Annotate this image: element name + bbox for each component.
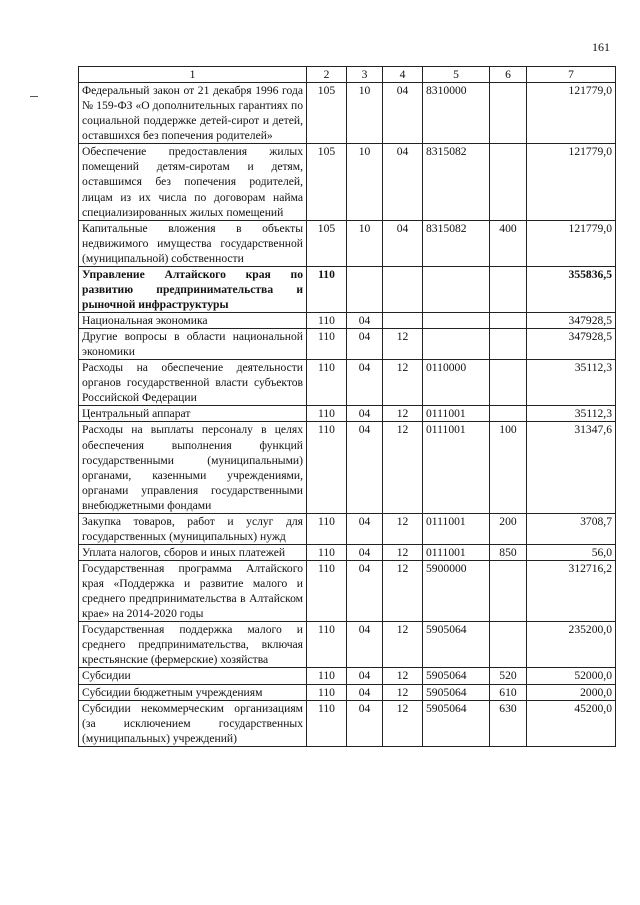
expense-type-cell: 850 [490, 544, 527, 560]
section-cell: 04 [347, 700, 383, 746]
budget-table [78, 66, 616, 747]
table-row [79, 406, 616, 422]
subsection-cell: 12 [383, 360, 423, 406]
table-row [79, 360, 616, 406]
row-name-cell: Уплата налогов, сборов и иных платежей [79, 544, 307, 560]
table-row [79, 144, 616, 220]
section-cell: 04 [347, 513, 383, 544]
subsection-cell: 12 [383, 406, 423, 422]
amount-cell: 45200,0 [527, 700, 616, 746]
target-article-cell: 0111001 [423, 422, 490, 513]
row-name-cell: Федеральный закон от 21 декабря 1996 года № 159-ФЗ «О дополнительных гарантиях по социальной поддержке детей-сирот и детей, оставшихся без попечения родителей» [79, 83, 307, 144]
amount-cell: 121779,0 [527, 144, 616, 220]
amount-cell: 3708,7 [527, 513, 616, 544]
admin-code-cell: 105 [307, 83, 347, 144]
table-body [79, 83, 616, 747]
table-row [79, 622, 616, 668]
row-name-cell: Расходы на выплаты персоналу в целях обеспечения выполнения функций государственными (муниципальными) органами, казенными учреждениями, органами управления государственными внебюджетными фондами [79, 422, 307, 513]
admin-code-cell: 110 [307, 700, 347, 746]
amount-cell: 312716,2 [527, 561, 616, 622]
amount-cell: 235200,0 [527, 622, 616, 668]
amount-cell: 2000,0 [527, 684, 616, 700]
table-row [79, 422, 616, 513]
subsection-cell [383, 266, 423, 312]
expense-type-cell [490, 406, 527, 422]
target-article-cell: 8310000 [423, 83, 490, 144]
row-name-cell: Обеспечение предоставления жилых помещений детям-сиротам и детям, оставшимся без попечения родителей, лицам из их числа по договорам найма специализированных жилых помещений [79, 144, 307, 220]
column-header: 6 [490, 67, 527, 83]
table-row [79, 266, 616, 312]
admin-code-cell: 110 [307, 406, 347, 422]
expense-type-cell: 400 [490, 220, 527, 266]
subsection-cell [383, 313, 423, 329]
subsection-cell: 12 [383, 561, 423, 622]
section-cell: 04 [347, 684, 383, 700]
expense-type-cell: 200 [490, 513, 527, 544]
target-article-cell: 5900000 [423, 561, 490, 622]
margin-mark [30, 96, 38, 97]
section-cell: 04 [347, 360, 383, 406]
amount-cell: 355836,5 [527, 266, 616, 312]
row-name-cell: Другие вопросы в области национальной экономики [79, 329, 307, 360]
section-cell: 04 [347, 422, 383, 513]
target-article-cell: 5905064 [423, 622, 490, 668]
section-cell: 04 [347, 313, 383, 329]
admin-code-cell: 110 [307, 329, 347, 360]
target-article-cell: 5905064 [423, 700, 490, 746]
target-article-cell: 0111001 [423, 513, 490, 544]
admin-code-cell: 110 [307, 266, 347, 312]
column-header: 1 [79, 67, 307, 83]
target-article-cell: 8315082 [423, 144, 490, 220]
subsection-cell: 12 [383, 544, 423, 560]
subsection-cell: 12 [383, 700, 423, 746]
admin-code-cell: 110 [307, 422, 347, 513]
section-cell: 04 [347, 544, 383, 560]
admin-code-cell: 110 [307, 561, 347, 622]
subsection-cell: 04 [383, 144, 423, 220]
table-row [79, 220, 616, 266]
target-article-cell [423, 313, 490, 329]
amount-cell: 52000,0 [527, 668, 616, 684]
target-article-cell: 5905064 [423, 668, 490, 684]
column-header: 4 [383, 67, 423, 83]
subsection-cell: 12 [383, 422, 423, 513]
expense-type-cell [490, 83, 527, 144]
expense-type-cell: 100 [490, 422, 527, 513]
section-cell [347, 266, 383, 312]
row-name-cell: Субсидии бюджетным учреждениям [79, 684, 307, 700]
admin-code-cell: 105 [307, 220, 347, 266]
expense-type-cell [490, 360, 527, 406]
admin-code-cell: 110 [307, 360, 347, 406]
admin-code-cell: 110 [307, 684, 347, 700]
section-cell: 04 [347, 668, 383, 684]
table-row [79, 513, 616, 544]
target-article-cell: 8315082 [423, 220, 490, 266]
column-header: 5 [423, 67, 490, 83]
target-article-cell [423, 329, 490, 360]
subsection-cell: 04 [383, 83, 423, 144]
admin-code-cell: 110 [307, 513, 347, 544]
column-header: 2 [307, 67, 347, 83]
section-cell: 04 [347, 406, 383, 422]
target-article-cell: 0111001 [423, 544, 490, 560]
target-article-cell [423, 266, 490, 312]
target-article-cell: 5905064 [423, 684, 490, 700]
subsection-cell: 12 [383, 622, 423, 668]
amount-cell: 56,0 [527, 544, 616, 560]
subsection-cell: 04 [383, 220, 423, 266]
column-header: 3 [347, 67, 383, 83]
amount-cell: 121779,0 [527, 83, 616, 144]
row-name-cell: Субсидии некоммерческим организациям (за исключением государственных (муниципальных) учреждений) [79, 700, 307, 746]
expense-type-cell [490, 329, 527, 360]
amount-cell: 31347,6 [527, 422, 616, 513]
expense-type-cell [490, 144, 527, 220]
admin-code-cell: 110 [307, 668, 347, 684]
admin-code-cell: 110 [307, 544, 347, 560]
table-row [79, 544, 616, 560]
section-cell: 04 [347, 622, 383, 668]
table-row [79, 700, 616, 746]
table-row [79, 313, 616, 329]
expense-type-cell: 630 [490, 700, 527, 746]
row-name-cell: Национальная экономика [79, 313, 307, 329]
row-name-cell: Центральный аппарат [79, 406, 307, 422]
column-header: 7 [527, 67, 616, 83]
expense-type-cell [490, 313, 527, 329]
row-name-cell: Расходы на обеспечение деятельности органов государственной власти субъектов Российской Федерации [79, 360, 307, 406]
row-name-cell: Субсидии [79, 668, 307, 684]
section-cell: 10 [347, 83, 383, 144]
table-row [79, 684, 616, 700]
subsection-cell: 12 [383, 329, 423, 360]
expense-type-cell [490, 266, 527, 312]
amount-cell: 35112,3 [527, 406, 616, 422]
row-name-cell: Государственная программа Алтайского края «Поддержка и развитие малого и среднего предпринимательства в Алтайском крае» на 2014-2020 годы [79, 561, 307, 622]
admin-code-cell: 110 [307, 622, 347, 668]
amount-cell: 347928,5 [527, 329, 616, 360]
amount-cell: 347928,5 [527, 313, 616, 329]
section-cell: 10 [347, 144, 383, 220]
amount-cell: 121779,0 [527, 220, 616, 266]
table-row [79, 561, 616, 622]
expense-type-cell [490, 561, 527, 622]
section-cell: 04 [347, 329, 383, 360]
subsection-cell: 12 [383, 668, 423, 684]
target-article-cell: 0110000 [423, 360, 490, 406]
section-cell: 10 [347, 220, 383, 266]
admin-code-cell: 105 [307, 144, 347, 220]
section-cell: 04 [347, 561, 383, 622]
table-row [79, 329, 616, 360]
row-name-cell: Закупка товаров, работ и услуг для государственных (муниципальных) нужд [79, 513, 307, 544]
expense-type-cell: 610 [490, 684, 527, 700]
table-row [79, 83, 616, 144]
admin-code-cell: 110 [307, 313, 347, 329]
header-row [79, 67, 616, 83]
amount-cell: 35112,3 [527, 360, 616, 406]
subsection-cell: 12 [383, 684, 423, 700]
page-number: 161 [592, 40, 610, 54]
table-row [79, 668, 616, 684]
row-name-cell: Управление Алтайского края по развитию предпринимательства и рыночной инфраструктуры [79, 266, 307, 312]
row-name-cell: Капитальные вложения в объекты недвижимого имущества государственной (муниципальной) собственности [79, 220, 307, 266]
row-name-cell: Государственная поддержка малого и среднего предпринимательства, включая крестьянские (фермерские) хозяйства [79, 622, 307, 668]
target-article-cell: 0111001 [423, 406, 490, 422]
expense-type-cell [490, 622, 527, 668]
expense-type-cell: 520 [490, 668, 527, 684]
subsection-cell: 12 [383, 513, 423, 544]
